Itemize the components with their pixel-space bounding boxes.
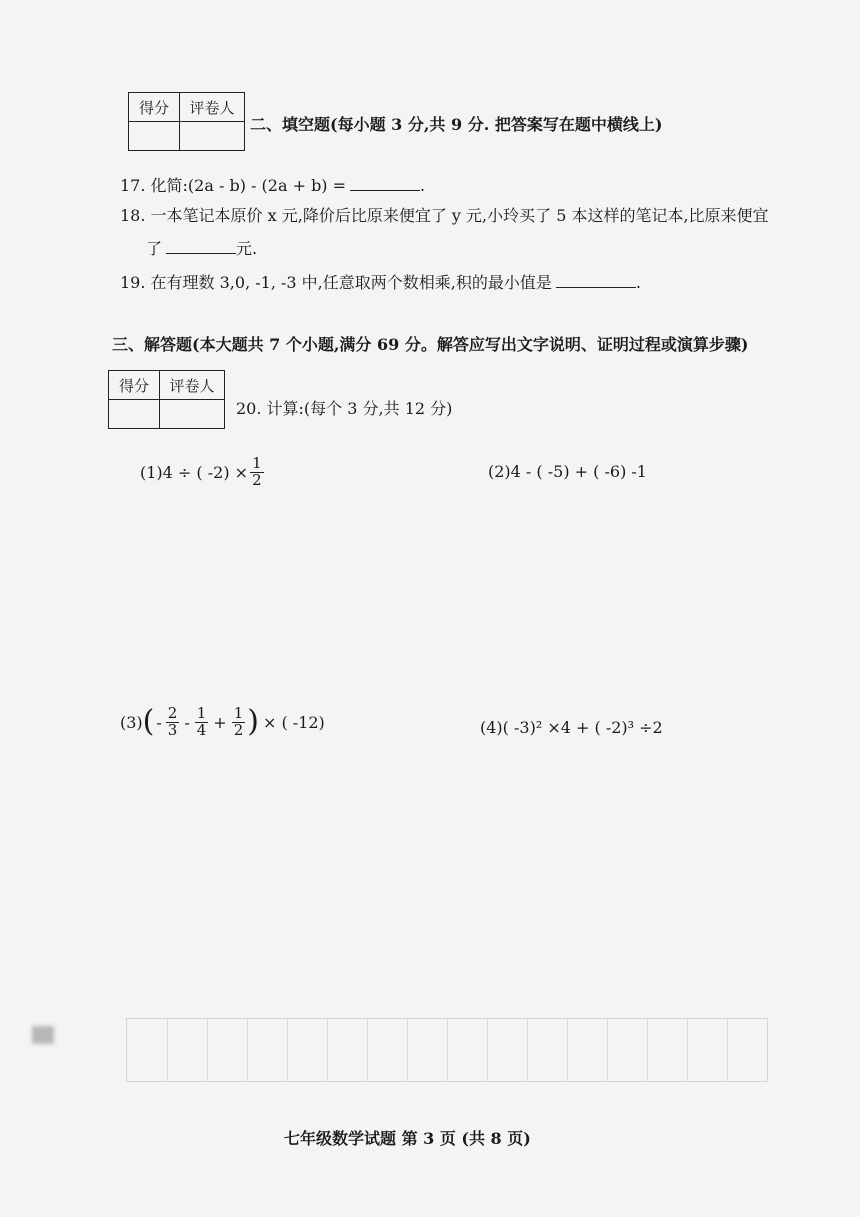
q17-suffix: .	[420, 176, 426, 195]
q19-suffix: .	[635, 273, 641, 292]
score-box-section3	[108, 370, 225, 429]
q20-part4: (4)( -3)² ×4 + ( -2)³ ÷2	[480, 718, 663, 737]
fraction-one-quarter	[195, 706, 209, 739]
fraction-denominator: 2	[233, 720, 244, 739]
fraction-denominator: 4	[196, 720, 207, 739]
fraction-denominator: 2	[252, 470, 262, 489]
q20-part1	[140, 456, 266, 489]
sign: +	[213, 712, 227, 732]
section2-title: 二、填空题(每小题 3 分,共 9 分. 把答案写在题中横线上)	[250, 115, 663, 134]
grader-cell[interactable]	[160, 400, 225, 429]
q18-suffix: 元.	[236, 239, 258, 258]
sign: -	[184, 712, 190, 732]
question-18-line1: 18. 一本笔记本原价 x 元,降价后比原来便宜了 y 元,小玲买了 5 本这样的笔记本,比原来便宜	[120, 206, 769, 225]
fraction-numerator: 1	[233, 704, 244, 722]
sign: -	[156, 712, 162, 732]
q20-part2: (2)4 - ( -5) + ( -6) -1	[488, 462, 647, 481]
q17-text: 17. 化简:(2a - b) - (2a + b) =	[120, 176, 347, 195]
score-label: 得分	[109, 371, 160, 400]
fraction-denominator: 3	[167, 720, 178, 739]
fraction-numerator: 1	[252, 454, 262, 472]
q20-p1-expression: (1)4 ÷ ( -2) ×	[140, 462, 249, 482]
question-20-title: 20. 计算:(每个 3 分,共 12 分)	[236, 399, 453, 418]
bleed-through-grid	[126, 1018, 768, 1082]
question-18-line2	[146, 236, 257, 259]
grader-label: 评卷人	[160, 371, 225, 400]
score-cell[interactable]	[109, 400, 160, 429]
q19-answer-blank[interactable]	[556, 286, 636, 288]
score-cell[interactable]	[129, 122, 180, 151]
open-paren: (	[142, 704, 155, 740]
q20-p3-suffix: × ( -12)	[262, 712, 325, 732]
question-17	[120, 173, 425, 196]
question-19	[120, 270, 641, 293]
score-box-section2	[128, 92, 245, 151]
scan-smudge	[32, 1026, 54, 1044]
close-paren: )	[247, 704, 259, 740]
fraction-numerator: 2	[167, 704, 178, 722]
q20-p3-label: (3)	[120, 712, 143, 732]
grader-cell[interactable]	[180, 122, 245, 151]
score-label: 得分	[129, 93, 180, 122]
q18-answer-blank[interactable]	[166, 252, 236, 254]
q19-text: 19. 在有理数 3,0, -1, -3 中,任意取两个数相乘,积的最小值是	[120, 273, 552, 292]
fraction-one-half	[232, 706, 246, 739]
fraction-two-thirds	[166, 706, 180, 739]
q18-prefix: 了	[146, 239, 163, 258]
page-footer: 七年级数学试题 第 3 页 (共 8 页)	[284, 1129, 531, 1148]
fraction-numerator: 1	[196, 704, 207, 722]
q20-part3	[120, 706, 325, 739]
fraction-one-half	[250, 456, 264, 489]
grader-label: 评卷人	[180, 93, 245, 122]
section3-title: 三、解答题(本大题共 7 个小题,满分 69 分。解答应写出文字说明、证明过程或演算步骤)	[112, 335, 749, 354]
q17-answer-blank[interactable]	[350, 189, 420, 191]
